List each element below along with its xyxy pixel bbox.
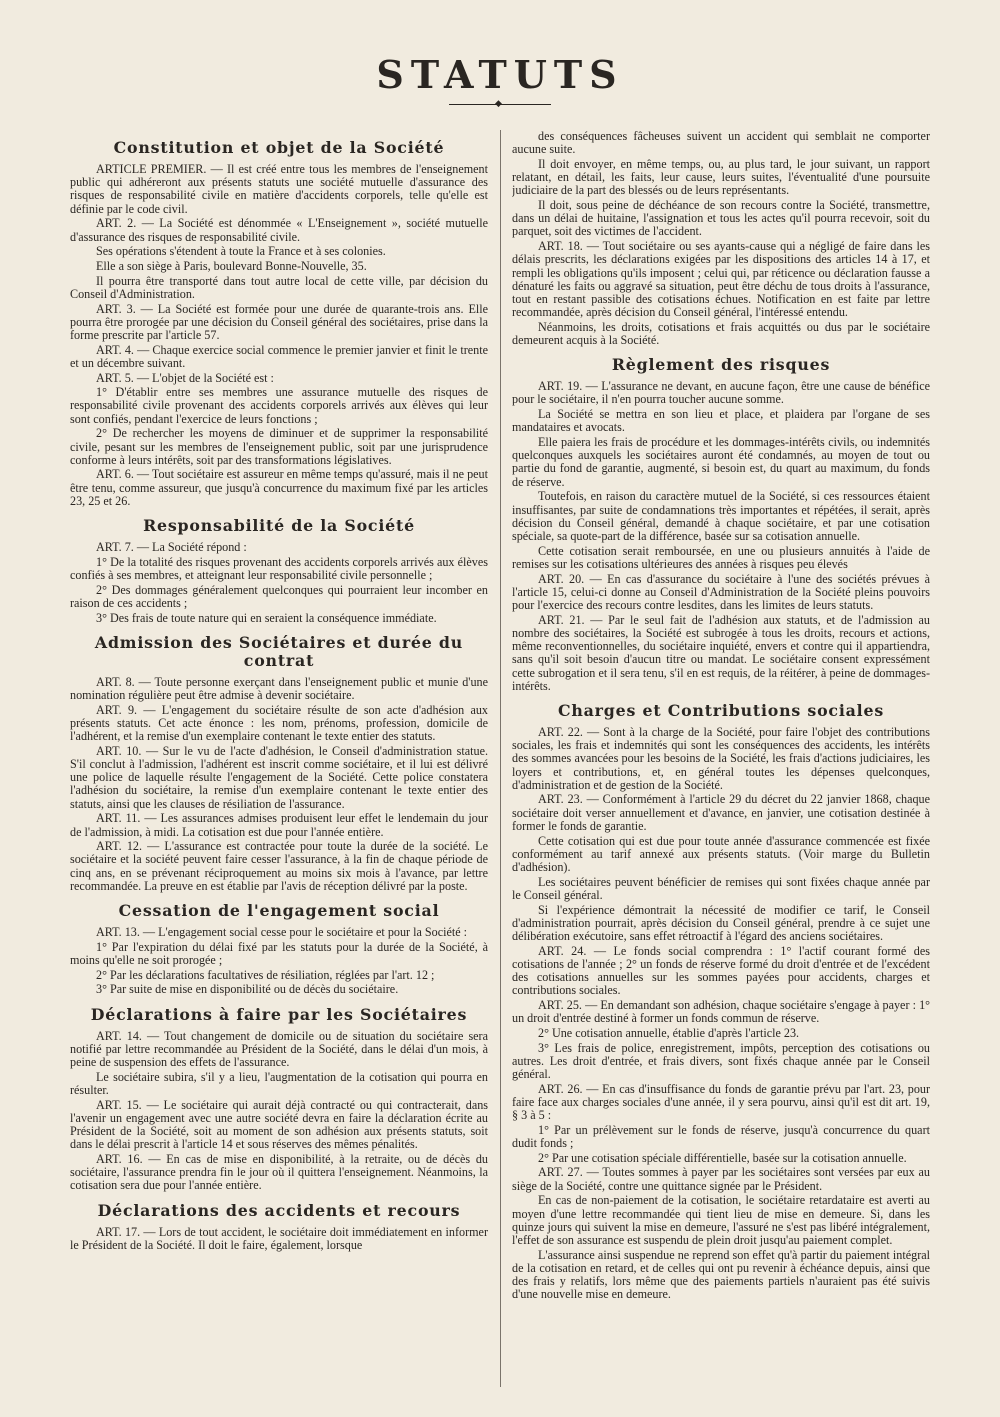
article-paragraph: 3° Par suite de mise en disponibilité ou de décès du sociétaire. [96, 982, 399, 997]
column-divider [500, 130, 501, 1387]
article-paragraph: ART. 6. — Tout sociétaire est assureur en même temps qu'assuré, mais il ne peut être tenu, comme assureur, que jusqu'à concurrence du maximum fixé par les articles 23, 25 et 26. [70, 467, 488, 508]
article-paragraph: Il doit, sous peine de déchéance de son recours contre la Société, transmettre, dans un délai de huitaine, l'assignation et tous les actes qu'il pourra recevoir, soit du parquet, soit des victimes de l'accident. [512, 198, 930, 239]
left-column [70, 130, 488, 1417]
article-paragraph: Néanmoins, les droits, cotisations et frais acquittés ou dus par le sociétaire demeurent acquis à la Société. [512, 319, 930, 348]
article-paragraph: ART. 26. — En cas d'insuffisance du fonds de garantie prévu par l'art. 23, pour faire face aux charges sociales d'une année, il y sera pourvu, ainsi qu'il est dit art. 19, § 3 à 5 : [512, 1081, 930, 1123]
article-paragraph: ART. 2. — La Société est dénommée « L'Enseignement », société mutuelle d'assurance des risques de responsabilité civile. [70, 216, 488, 244]
article-paragraph: ART. 5. — L'objet de la Société est : [96, 370, 274, 385]
article-paragraph: ART. 24. — Le fonds social comprendra : 1° l'actif courant formé des cotisations de l'année ; 2° un fonds de réserve formé du droit d'entrée et de l'excédent des cotisations annuelles sur les sommes payées pour accidents, charges et contributions sociales. [512, 943, 930, 998]
section-heading: Règlement des risques [611, 355, 831, 375]
article-paragraph: ART. 14. — Tout changement de domicile ou de situation du sociétaire sera notifié par lettre recommandée au Président de la Société, dans le délai d'un mois, à peine de suspension des effets de l'assurance. [70, 1028, 488, 1069]
article-paragraph: ART. 15. — Le sociétaire qui aurait déjà contracté ou qui contracterait, dans l'avenir un engagement avec une autre société devra en faire la déclaration écrite au Président de la Société, soit au moment de son adhésion aux présents statuts, soit dans le délai prescrit à l'article 14 et sous réserves des mêmes pénalités. [70, 1097, 488, 1152]
article-paragraph: Il pourra être transporté dans tout autre local de cette ville, par décision du Conseil d'Administration. [70, 273, 488, 301]
section-heading: Cessation de l'engagement social [118, 901, 440, 921]
article-paragraph: ART. 13. — L'engagement social cesse pour le sociétaire et pour la Société : [96, 925, 468, 940]
article-paragraph: 2° Une cotisation annuelle, établie d'après l'article 23. [538, 1025, 800, 1040]
section-heading: Admission des Sociétaires et durée du contrat [94, 632, 464, 670]
article-paragraph: Ses opérations s'étendent à toute la France et à ses colonies. [96, 244, 386, 259]
article-paragraph: 1° Par l'expiration du délai fixé par les statuts pour la durée de la Société, à moins qu'elle ne soit prorogée ; [70, 939, 488, 967]
article-paragraph: ART. 9. — L'engagement du sociétaire résulte de son acte d'adhésion aux présents statuts. Cet acte énonce : les nom, prénoms, profession, domicile de l'adhérent, et la remise d'un exemplaire contenant le texte entier des statuts. [70, 702, 488, 744]
page-title: STATUTS [376, 52, 624, 97]
article-paragraph: ART. 22. — Sont à la charge de la Société, pour faire l'objet des contributions sociales, les frais et indemnités qui sont les conséquences des accidents, les intérêts des sommes avancées pour les besoins de la Société, les frais d'actions judiciaires, les loyers et contributions, et, en général toutes les dépenses quelconques, d'administration et de gestion de la Société. [512, 724, 930, 792]
article-paragraph: 1° De la totalité des risques provenant des accidents corporels arrivés aux élèves confiés à ses membres, et atteignant leur responsabilité civile personnelle ; [70, 554, 488, 582]
article-paragraph: 3° Les frais de police, enregistrement, impôts, perception des cotisations ou autres. Les droit d'entrée, et frais divers, sont fixés chaque année par le Conseil général. [512, 1040, 930, 1081]
article-paragraph: des conséquences fâcheuses suivent un accident qui semblait ne comporter aucune suite. [512, 130, 930, 157]
article-paragraph: ART. 16. — En cas de mise en disponibilité, à la retraite, ou de décès du sociétaire, l'assurance prendra fin le jour où il quittera l'enseignement. Néanmoins, la cotisation sera due pour l'année entière. [70, 1151, 488, 1193]
article-paragraph: L'assurance ainsi suspendue ne reprend son effet qu'à partir du paiement intégral de la cotisation en retard, et de celles qui ont pu revenir à échéance depuis, ainsi que des frais y relatifs, lors même que des paiements partiels n'auraient pas été suivis d'une nouvelle mise en demeure. [512, 1247, 930, 1302]
article-paragraph: Cette cotisation qui est due pour toute année d'assurance commencée est fixée conformément au tarif annexé aux présents statuts. (Voir marge du Bulletin d'adhésion). [512, 833, 930, 874]
article-paragraph: Le sociétaire subira, s'il y a lieu, l'augmentation de la cotisation qui pourra en résulter. [70, 1069, 488, 1097]
article-paragraph: Elle paiera les frais de procédure et les dommages-intérêts civils, ou indemnités quelconques auxquels les sociétaires auront été condamnés, au moyen de tout ou partie du fond de garantie, augmenté, si besoin est, du quart au maximum, du fonds de réserve. [512, 435, 930, 489]
section-heading: Charges et Contributions sociales [557, 700, 885, 720]
article-paragraph: 2° Des dommages généralement quelconques qui pourraient leur incomber en raison de ces accidents ; [70, 582, 488, 610]
article-paragraph: La Société se mettra en son lieu et place, et plaidera par l'organe de ses mandataires et avocats. [512, 407, 930, 435]
article-paragraph: 1° Par un prélèvement sur le fonds de réserve, jusqu'à concurrence du quart dudit fonds ; [512, 1122, 930, 1151]
article-paragraph: ART. 7. — La Société répond : [96, 540, 247, 555]
section-heading: Constitution et objet de la Société [113, 138, 445, 157]
article-paragraph: ART. 4. — Chaque exercice social commence le premier janvier et finit le trente et un décembre suivant. [70, 342, 488, 370]
article-paragraph: ART. 21. — Par le seul fait de l'adhésion aux statuts, et de l'admission au nombre des sociétaires, la Société est subrogée à tous les droits, recours et actions, même reconventionnelles, du sociétaire inquiété, envers et contre qui il appartiendra, sans qu'il soit besoin d'aucun titre ou mandat. Le sociétaire consent expressément cette subrogation et il sera tenu, s'il en est requis, de la réitérer, à peine de dommages-intérêts. [512, 612, 930, 693]
article-paragraph: En cas de non-paiement de la cotisation, le sociétaire retardataire est averti au moyen d'une lettre recommandée qui tient lieu de mise en demeure. Si, dans les quinze jours qui suivent la mise en demeure, l'assuré ne s'est pas libéré intégralement, l'effet de son assurance est suspendu de plein droit jusqu'au paiement complet. [512, 1193, 930, 1247]
article-paragraph: ART. 23. — Conformément à l'article 29 du décret du 22 janvier 1868, chaque sociétaire doit verser annuellement et d'avance, en janvier, une cotisation destinée à former le fonds de garantie. [512, 792, 930, 833]
title-ornament: ◆ [449, 104, 551, 107]
article-paragraph: 2° De rechercher les moyens de diminuer et de supprimer la responsabilité civile, pesant sur les membres de l'enseignement public, soit par une jurisprudence conforme à leurs intérêts, soit par des transformations législatives. [70, 426, 488, 467]
article-paragraph: 2° Par les déclarations facultatives de résiliation, réglées par l'art. 12 ; [96, 967, 435, 982]
article-paragraph: ART. 10. — Sur le vu de l'acte d'adhésion, le Conseil d'administration statue. S'il conclut à l'admission, l'adhérent est inscrit comme sociétaire, et il lui est délivré une police de laquelle résulte l'engagement de la Société. Cette police constatera l'adhésion du sociétaire, la remise d'un exemplaire contenant le texte entier des statuts, ainsi que les clauses de résiliation de l'assurance. [70, 743, 488, 811]
article-paragraph: ART. 3. — La Société est formée pour une durée de quarante-trois ans. Elle pourra être prorogée par une décision du Conseil général des sociétaires, prise dans la forme prescrite par l'article 57. [70, 301, 488, 342]
article-paragraph: ART. 20. — En cas d'assurance du sociétaire à l'une des sociétés prévues à l'article 15, celui-ci donne au Conseil d'Administration de la Société pleins pouvoirs pour l'exercice des recours contre lesdites, dans les limites de leurs statuts. [512, 571, 930, 612]
section-heading: Déclarations à faire par les Sociétaires [90, 1004, 468, 1024]
article-paragraph: ART. 12. — L'assurance est contractée pour toute la durée de la société. Le sociétaire et la société peuvent faire cesser l'assurance, à la fin de chaque période de cinq ans, en se prévenant réciproquement au moins six mois à l'avance, par lettre recommandée. La preuve en est établie par l'avis de réception délivré par la poste. [70, 839, 488, 893]
article-paragraph: 3° Des frais de toute nature qui en seraient la conséquence immédiate. [96, 610, 437, 625]
section-heading: Déclarations des accidents et recours [97, 1200, 461, 1220]
article-paragraph: Il doit envoyer, en même temps, ou, au plus tard, le jour suivant, un rapport relatant, en détail, les faits, leur cause, leurs suites, l'éventualité d'une poursuite judiciaire de la part des blessés ou de leurs représentants. [512, 156, 930, 198]
right-column [512, 130, 930, 1417]
article-paragraph: 2° Par une cotisation spéciale différentielle, basée sur la cotisation annuelle. [538, 1150, 907, 1165]
article-paragraph: Elle a son siège à Paris, boulevard Bonne-Nouvelle, 35. [96, 258, 367, 273]
article-paragraph: Cette cotisation serait remboursée, en une ou plusieurs annuités à l'aide de remises sur les cotisations ultérieures des années à risques peu élevés [512, 543, 930, 571]
article-paragraph: Les sociétaires peuvent bénéficier de remises qui sont fixées chaque année par le Conseil général. [512, 874, 930, 902]
article-paragraph: ART. 17. — Lors de tout accident, le sociétaire doit immédiatement en informer le Président de la Société. Il doit le faire, également, lorsque [70, 1224, 488, 1252]
article-paragraph: ART. 25. — En demandant son adhésion, chaque sociétaire s'engage à payer : 1° un droit d'entrée destiné à former un fonds commun de réserve. [512, 997, 930, 1026]
article-paragraph: ART. 8. — Toute personne exerçant dans l'enseignement public et munie d'une nomination régulière peut être admise à devenir sociétaire. [70, 674, 488, 702]
article-paragraph: ART. 19. — L'assurance ne devant, en aucune façon, être une cause de bénéfice pour le sociétaire, il n'en pourra toucher aucune somme. [512, 379, 930, 407]
section-heading: Responsabilité de la Société [143, 516, 415, 536]
article-paragraph: Si l'expérience démontrait la nécessité de modifier ce tarif, le Conseil d'administration pourrait, après décision du Conseil général, prendre à ce sujet une délibération exécutoire, sans effet rétroactif à l'égard des anciens sociétaires. [512, 902, 930, 943]
article-paragraph: ART. 18. — Tout sociétaire ou ses ayants-cause qui a négligé de faire dans les délais prescrits, les déclarations exigées par les dispositions des articles 14 à 17, et rempli les obligations qu'ils imposent ; celui qui, par réticence ou déclaration fausse a dénaturé les faits ou aggravé sa situation, peut être déchu de tous droits à l'assurance, tout en restant passible des cotisations échues. Notification en est faite par lettre recommandée, après décision du Conseil général, l'intéressé entendu. [512, 239, 930, 320]
article-paragraph: ART. 11. — Les assurances admises produisent leur effet le lendemain du jour de l'admission, à midi. La cotisation est due pour l'année entière. [70, 811, 488, 839]
article-paragraph: ARTICLE PREMIER. — Il est créé entre tous les membres de l'enseignement public qui adhéreront aux présents statuts une société mutuelle d'assurance des risques de responsabilité civile en matière d'accidents corporels, telle qu'elle est définie par le code civil. [70, 162, 488, 216]
article-paragraph: 1° D'établir entre ses membres une assurance mutuelle des risques de responsabilité civile provenant des accidents corporels arrivés aux élèves qui leur sont confiés, pendant l'exercice de leurs fonctions ; [70, 385, 488, 426]
article-paragraph: Toutefois, en raison du caractère mutuel de la Société, si ces ressources étaient insuffisantes, par suite de condamnations très importantes et répétées, il serait, après décision du Conseil général, demandé à chaque sociétaire, et par une cotisation spéciale, sa quote-part de la différence, basée sur sa cotisation annuelle. [512, 489, 930, 543]
article-paragraph: ART. 27. — Toutes sommes à payer par les sociétaires sont versées par eux au siège de la Société, contre une quittance signée par le Président. [512, 1165, 930, 1193]
